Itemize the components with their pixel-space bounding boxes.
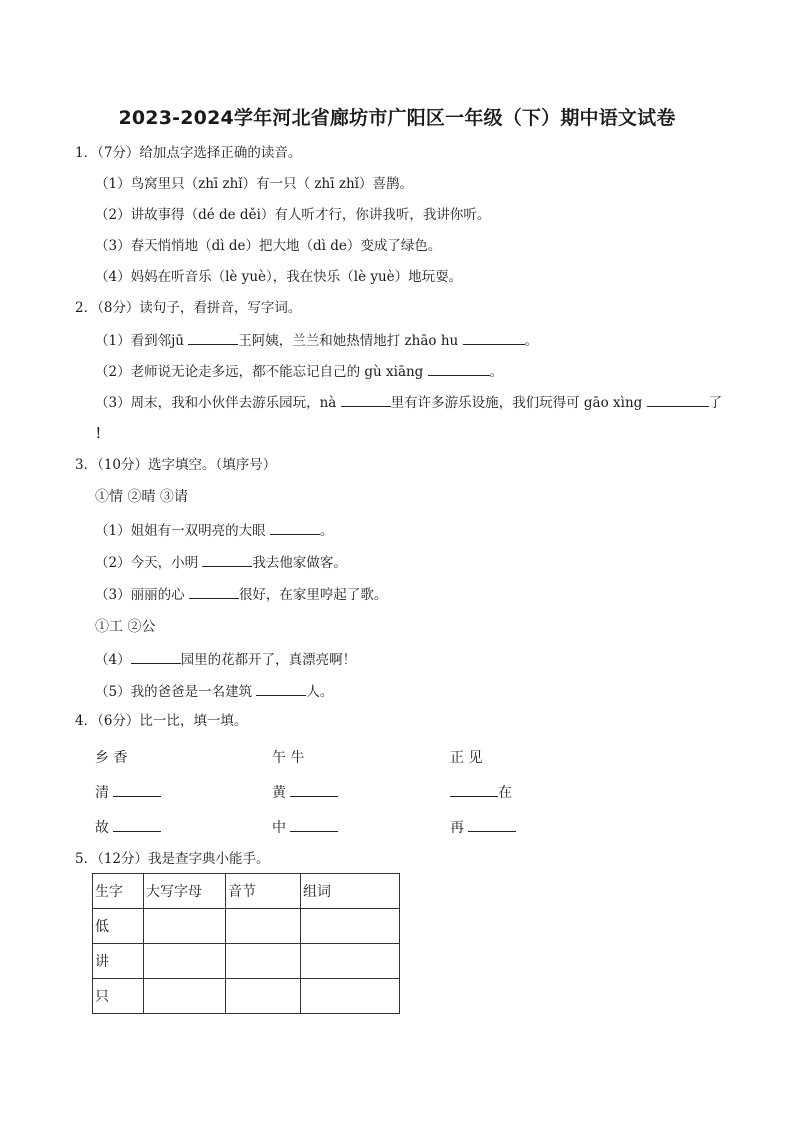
answer-blank[interactable] xyxy=(463,331,525,345)
table-header: 大写字母 xyxy=(144,874,226,909)
q2-item-3-end: ！ xyxy=(95,426,109,442)
table-cell-answer[interactable] xyxy=(144,979,226,1014)
q3-item-5 xyxy=(95,682,333,701)
q3-item-3-text-b: 很好，在家里哼起了歌。 xyxy=(238,587,388,603)
q4-fill-2b-char: 中 xyxy=(272,820,291,836)
q4-heading: 4．（6分）比一比，填一填。 xyxy=(75,713,248,729)
table-header-row xyxy=(93,874,400,909)
dictionary-table xyxy=(92,873,400,1014)
q2-item-3 xyxy=(95,393,722,412)
q3-item-1 xyxy=(95,521,333,540)
q1-item-1: （1）鸟窝里只（zhī zhǐ）有一只（ zhī zhǐ）喜鹊。 xyxy=(95,176,413,192)
table-header: 组词 xyxy=(301,874,400,909)
answer-blank[interactable] xyxy=(113,818,161,832)
table-cell-answer[interactable] xyxy=(226,944,301,979)
q3-item-4 xyxy=(95,650,356,669)
q4-pair-2: 午 牛 xyxy=(272,750,305,766)
q4-fill-3b xyxy=(450,817,516,837)
table-row xyxy=(93,909,400,944)
q3-item-3 xyxy=(95,585,387,604)
q3-options-1: ①情 ②晴 ③请 xyxy=(95,489,188,505)
q4-fill-2b xyxy=(272,817,338,837)
q3-item-1-text-a: （1）姐姐有一双明亮的大眼 xyxy=(95,523,270,539)
q4-fill-1b xyxy=(95,817,161,837)
q2-item-3-text-a: （3）周末，我和小伙伴去游乐园玩，nà xyxy=(95,395,341,411)
q4-fill-3a xyxy=(450,782,512,802)
q4-fill-3a-char: 在 xyxy=(498,785,512,801)
q3-item-5-text-b: 人。 xyxy=(306,684,334,700)
table-cell-answer[interactable] xyxy=(144,944,226,979)
table-cell-answer[interactable] xyxy=(301,979,400,1014)
table-cell-answer[interactable] xyxy=(226,909,301,944)
q2-heading: 2．（8分）读句子，看拼音，写字词。 xyxy=(75,300,302,316)
q2-item-3-text-c: 了 xyxy=(708,395,723,411)
q3-item-2 xyxy=(95,553,347,572)
table-cell-answer[interactable] xyxy=(226,979,301,1014)
q1-item-4: （4）妈妈在听音乐（lè yuè），我在快乐（lè yuè）地玩耍。 xyxy=(95,269,463,285)
answer-blank[interactable] xyxy=(647,393,709,407)
answer-blank[interactable] xyxy=(290,783,338,797)
answer-blank[interactable] xyxy=(450,783,498,797)
answer-blank[interactable] xyxy=(468,818,516,832)
table-cell-answer[interactable] xyxy=(301,909,400,944)
answer-blank[interactable] xyxy=(290,818,338,832)
table-header: 生字 xyxy=(93,874,144,909)
table-cell-char: 低 xyxy=(93,909,144,944)
answer-blank[interactable] xyxy=(188,331,238,345)
answer-blank[interactable] xyxy=(270,521,320,535)
q3-item-1-text-b: 。 xyxy=(319,523,334,539)
answer-blank[interactable] xyxy=(189,585,239,599)
table-cell-answer[interactable] xyxy=(144,909,226,944)
table-header: 音节 xyxy=(226,874,301,909)
q4-pair-1: 乡 香 xyxy=(95,750,128,766)
q2-item-2-text-a: （2）老师说无论走多远，都不能忘记自己的 gù xiāng xyxy=(95,364,428,380)
table-cell-char: 讲 xyxy=(93,944,144,979)
exam-title: 2023-2024学年河北省廊坊市广阳区一年级（下）期中语文试卷 xyxy=(118,107,676,129)
q1-item-3: （3）春天悄悄地（dì de）把大地（dì de）变成了绿色。 xyxy=(95,238,442,254)
answer-blank[interactable] xyxy=(256,682,306,696)
answer-blank[interactable] xyxy=(202,553,252,567)
q3-item-5-text-a: （5）我的爸爸是一名建筑 xyxy=(95,684,257,700)
q4-fill-1a-char: 清 xyxy=(95,785,114,801)
q1-heading: 1．（7分）给加点字选择正确的读音。 xyxy=(75,145,302,161)
q2-item-2-text-b: 。 xyxy=(489,364,504,380)
q2-item-1 xyxy=(95,331,538,350)
table-row xyxy=(93,979,400,1014)
q3-item-2-text-b: 我去他家做客。 xyxy=(252,555,347,571)
answer-blank[interactable] xyxy=(428,362,490,376)
q3-options-2: ①工 ②公 xyxy=(95,619,156,635)
table-cell-char: 只 xyxy=(93,979,144,1014)
q2-item-3-text-b: 里有许多游乐设施，我们玩得可 gāo xìng xyxy=(390,395,647,411)
answer-blank[interactable] xyxy=(113,783,161,797)
q4-fill-2a-char: 黄 xyxy=(272,785,291,801)
answer-blank[interactable] xyxy=(131,650,181,664)
q2-item-1-text-c: 。 xyxy=(524,333,539,349)
q4-fill-1a xyxy=(95,782,161,802)
q4-fill-2a xyxy=(272,782,338,802)
q3-item-4-text-b: 园里的花都开了，真漂亮啊！ xyxy=(180,652,357,668)
answer-blank[interactable] xyxy=(341,393,391,407)
q2-item-2 xyxy=(95,362,503,381)
q5-heading: 5．（12分）我是查字典小能手。 xyxy=(75,851,270,867)
q4-fill-1b-char: 故 xyxy=(95,820,114,836)
q2-item-1-text-a: （1）看到邻jū xyxy=(95,333,189,349)
q3-item-2-text-a: （2）今天，小明 xyxy=(95,555,203,571)
q3-item-4-text-a: （4） xyxy=(95,652,131,668)
q2-item-1-text-b: 王阿姨，兰兰和她热情地打 zhāo hu xyxy=(238,333,463,349)
table-cell-answer[interactable] xyxy=(301,944,400,979)
q4-fill-3b-char: 再 xyxy=(450,820,469,836)
table-row xyxy=(93,944,400,979)
q3-heading: 3．（10分）选字填空。（填序号） xyxy=(75,457,277,473)
q3-item-3-text-a: （3）丽丽的心 xyxy=(95,587,189,603)
q4-pair-3: 正 见 xyxy=(450,750,483,766)
q1-item-2: （2）讲故事得（dé de děi）有人听才行，你讲我听，我讲你听。 xyxy=(95,207,491,223)
